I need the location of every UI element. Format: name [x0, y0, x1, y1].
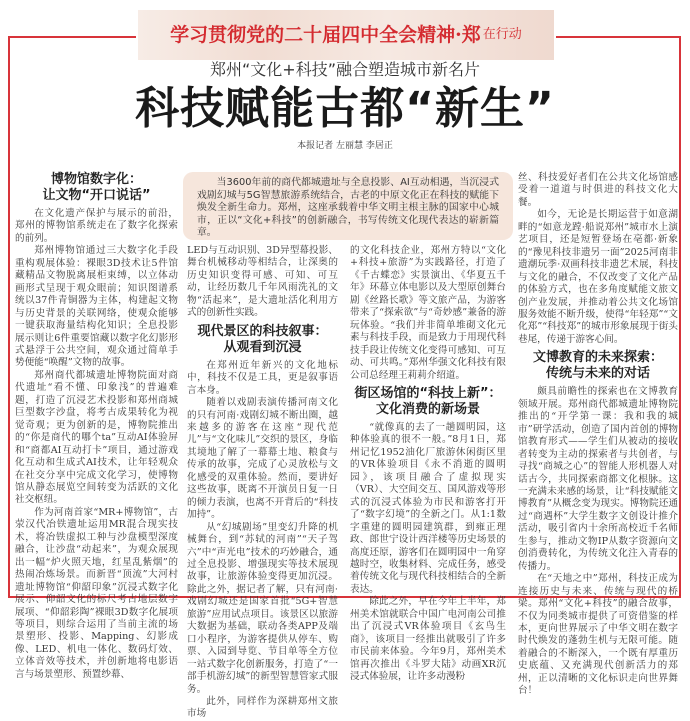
- heading-line: 让文物“开口说话”: [42, 188, 151, 203]
- section-heading: [518, 350, 678, 382]
- paragraph: 随着以戏剧表演传播河南文化的只有河南·戏剧幻城不断出圈，越来越多的游客在这座“现代范儿”与“文化味儿”交织的景区，身临其境地了解了一幕幕土地、粮食与传承的故事，完成了心灵放松与文化感受的双重体验。然而，要讲好这些故事，既离不开演员日复一日的倾力表演，也离不开背后的“科技加持”。: [187, 397, 338, 521]
- column-4: [518, 172, 678, 698]
- heading-line: 现代景区的科技叙事：: [197, 323, 328, 339]
- paragraph: 丝、科技爱好者们在公共文化场馆感受着一道道与时俱进的科技文化大餐。: [518, 172, 678, 208]
- paragraph: 从“幻城剧场”里变幻升降的机械舞台，到“苏轼的河南”“天子驾六”中“声光电”技术的巧妙融合，通过全息投影、增强现实等技术展现故事，让旅游体验变得更加沉浸。除此之外，据记者了解，只有河南·戏剧幻城还是国家首批“5G+智慧旅游”应用试点项目。该景区以旅游大数据为基础，联动各类APP及端口小程序，为游客提供从停车、购票、入园到导览、节目单等全方位一站式数字化创新服务，打造了“一部手机游幻城”的新型智慧管家式服务。: [187, 521, 338, 695]
- heading-line: 街区场馆的“科技上新”：: [354, 385, 502, 401]
- heading-line: 博物馆数字化：: [50, 172, 142, 187]
- heading-line: 文博教育的未来探索：: [532, 350, 663, 366]
- paragraph: 如今，无论是长期运营于如意湖畔的“如意龙蹚·船说郑州”城市水上演艺项目，还是短暂登场在亳都·新象的“豫见科技非遗另一面”2025河南非遗潮玩季·双画科技非遗艺术展，科技与文化的融合，不仅改变了文化产品的体验方式，也在多角度赋能文旅文创产业发展，并推动着公共文化场馆服务效能不断升级，使得“年轻郑”“文化郑”“科技郑”的城市形象展现于街头巷尾，传递于游客心间。: [518, 209, 678, 345]
- lead-paragraph: 当3600年前的商代都城遗址与全息投影、AI互动相遇，当沉浸式戏剧幻城与5G智慧旅游系统结合，古老的中原文化正在科技的赋能下焕发全新生命力。郑州，这座承载着中华文明主根主脉的国家中心城市，正以“文化+科技”的创新融合，书写传统文化现代表达的崭新篇章。: [197, 177, 499, 239]
- paragraph: LED与互动识别、3D异型幕投影、舞台机械移动等相结合，让深奥的历史知识变得可感、可知、可互动，让经历数几千年风雨洗礼的文物“活起来”，是大遗址活化利用方式的创新性实践。: [187, 245, 338, 319]
- section-banner: [138, 10, 554, 60]
- paragraph: 颇具前瞻性的探索也在文博教育领域开展。郑州商代都城遗址博物院推出的“开学第一课：我和我的城市”研学活动，创造了国内首创的博物馆教育形式——学生们从被动的接收者转变为主动的探索者与共创者，与寻找“商城之心”的智能人形机器人对话古今，共同探索商都文化根脉。这一充满未来感的场景，让“科技赋能文博教育”从概念变为现实。博物院还通过“商遇杯”大学生数字文创设计推介活动，吸引省内十余所高校近千名师生参与，推动文物IP从数字资源向文创消费转化，为传统文化注入青春的传播力。: [518, 386, 678, 572]
- heading-line: 传统与未来的对话: [545, 366, 650, 382]
- paragraph: 郑州博物馆通过三大数字化手段重构观展体验：裸眼3D技术让5件馆藏精品文物脱离展柜束缚，以立体动画形式呈现于观众眼前；知识图谱系统以37件青铜器为主体，构建起文物与历史背景的关联网络，使观众能够一键获取海量结构化知识；全息投影展示则让6件重要馆藏以数字化幻影形式悬浮于公共空间，观众通过简单手势便能“唤醒”文物的故事。: [15, 245, 178, 369]
- article-byline: 本报记者 左丽慧 李居正: [297, 141, 393, 151]
- column-3: [350, 245, 506, 684]
- column-2: [187, 245, 338, 721]
- banner-title: 学习贯彻党的二十届四中全会精神·郑: [170, 24, 481, 46]
- paragraph: 作为河南首家“MR+博物馆”，古荥汉代冶铁遗址运用MR混合现实技术，将冶铁虚拟工种与沙盘模型深度融合，让沙盘“动起来”，为观众展现出一幅“炉火照天地，红星乱紫烟”的热闹冶炼场景。而新晋“顶流”大河村遗址博物馆“仰韶印象”沉浸式数字化展示、仰韶文化的标尺考古地层数字展项、“仰韶彩陶”裸眼3D数字化展项等项目，则综合运用了当前主流的场景塑形、投影、Mapping、幻影成像、LED、机电一体化、数码灯效、立体音效等技术，并创新地将电影语言与场景塑形、预置纱幕、: [15, 506, 178, 680]
- banner-subtitle: 在行动: [482, 27, 522, 42]
- paragraph: 除此之外，早在今年上半年，郑州美术馆就联合中国广电河南公司推出了沉浸式VR体验项目《玄鸟生商》，该项目一经推出就吸引了许多市民前来体验。今年9月，郑州美术馆再次推出《斗罗大陆》动画XR沉浸式体验展，让许多动漫粉: [350, 596, 506, 683]
- lead-box: [183, 172, 513, 240]
- section-heading: [15, 172, 178, 204]
- frame-divider-right: [556, 36, 681, 38]
- paragraph: “就像真的去了一趟圆明园，这种体验真的很不一般。”8月1日，郑州记忆1952油化厂旅游休闲街区里的VR体验项目《永不消逝的圆明园》，该项目融合了虚拟现实（VR）、大空间交互、国风游戏等形式的沉浸式体验为市民和游客打开了“数字幻境”的全新之门。从1:1数字重建的圆明园建筑群，到雍正理政、郎世宁设计西洋楼等历史场景的高度还原，游客们在圆明园中一角穿越时空，收集材料、完成任务，感受着传统文化与现代科技相结合的全新表达。: [350, 421, 506, 595]
- article-headline: 科技赋能古都“新生”: [135, 83, 555, 134]
- heading-line: 从观看到沉浸: [223, 339, 302, 355]
- paragraph: 此外，同样作为深耕郑州文旅市场: [187, 695, 338, 720]
- paragraph: 在郑州近年新兴的文化地标中，科技不仅是工具，更是叙事语言本身。: [187, 359, 338, 396]
- section-heading: [187, 324, 338, 356]
- paragraph: 郑州商代都城遗址博物院面对商代遗址“看不懂、印象浅”的普遍难题，打造了沉浸艺术投影和郑州商城巨型数字沙盘，将考古成果转化为视觉奇观；更为创新的是，博物院推出的“你是商代的哪个ta”互动AI体验屏和“商都AI互动打卡”项目，通过游戏化互动和生成式AI技术，让年轻观众在社交分享中完成文化学习，使博物馆从静态展览空间转变为活跃的文化社交枢纽。: [15, 369, 178, 506]
- section-heading: [350, 386, 506, 418]
- heading-line: 文化消费的新场景: [375, 401, 480, 417]
- paragraph: 在文化遗产保护与展示的前沿，郑州的博物馆系统走在了数字化探索的前列。: [15, 208, 178, 244]
- frame-divider-left: [8, 36, 136, 38]
- column-1: [15, 168, 178, 681]
- article-subtitle: 郑州“文化+科技”融合塑造城市新名片: [210, 60, 480, 79]
- paragraph: 在“天地之中”郑州，科技正成为连接历史与未来、传统与现代的桥梁。郑州“文化+科技”的融合故事，不仅为同类城市提供了可资借鉴的样本，更向世界展示了中华文明在数字时代焕发的蓬勃生机与无限可能。随着融合的不断深入，一个既有厚重历史底蕴、又充满现代创新活力的郑州，正以清晰的文化标识走向世界舞台！: [518, 573, 678, 697]
- paragraph: 的文化科技企业，郑州方特以“文化+科技+旅游”为实践路径，打造了《千古蝶恋》实景演出、《华夏五千年》环幕立体电影以及大型原创舞台剧《丝路长歌》等文旅产品，为游客带来了“探索欲”与“奇妙感”兼备的游玩体验。“我们并非简单堆砌文化元素与科技手段，而是致力于用现代科技手段让传统文化变得可感知、可互动、可共鸣。”郑州华强文化科技有限公司总经理王莉莉介绍道。: [350, 245, 506, 381]
